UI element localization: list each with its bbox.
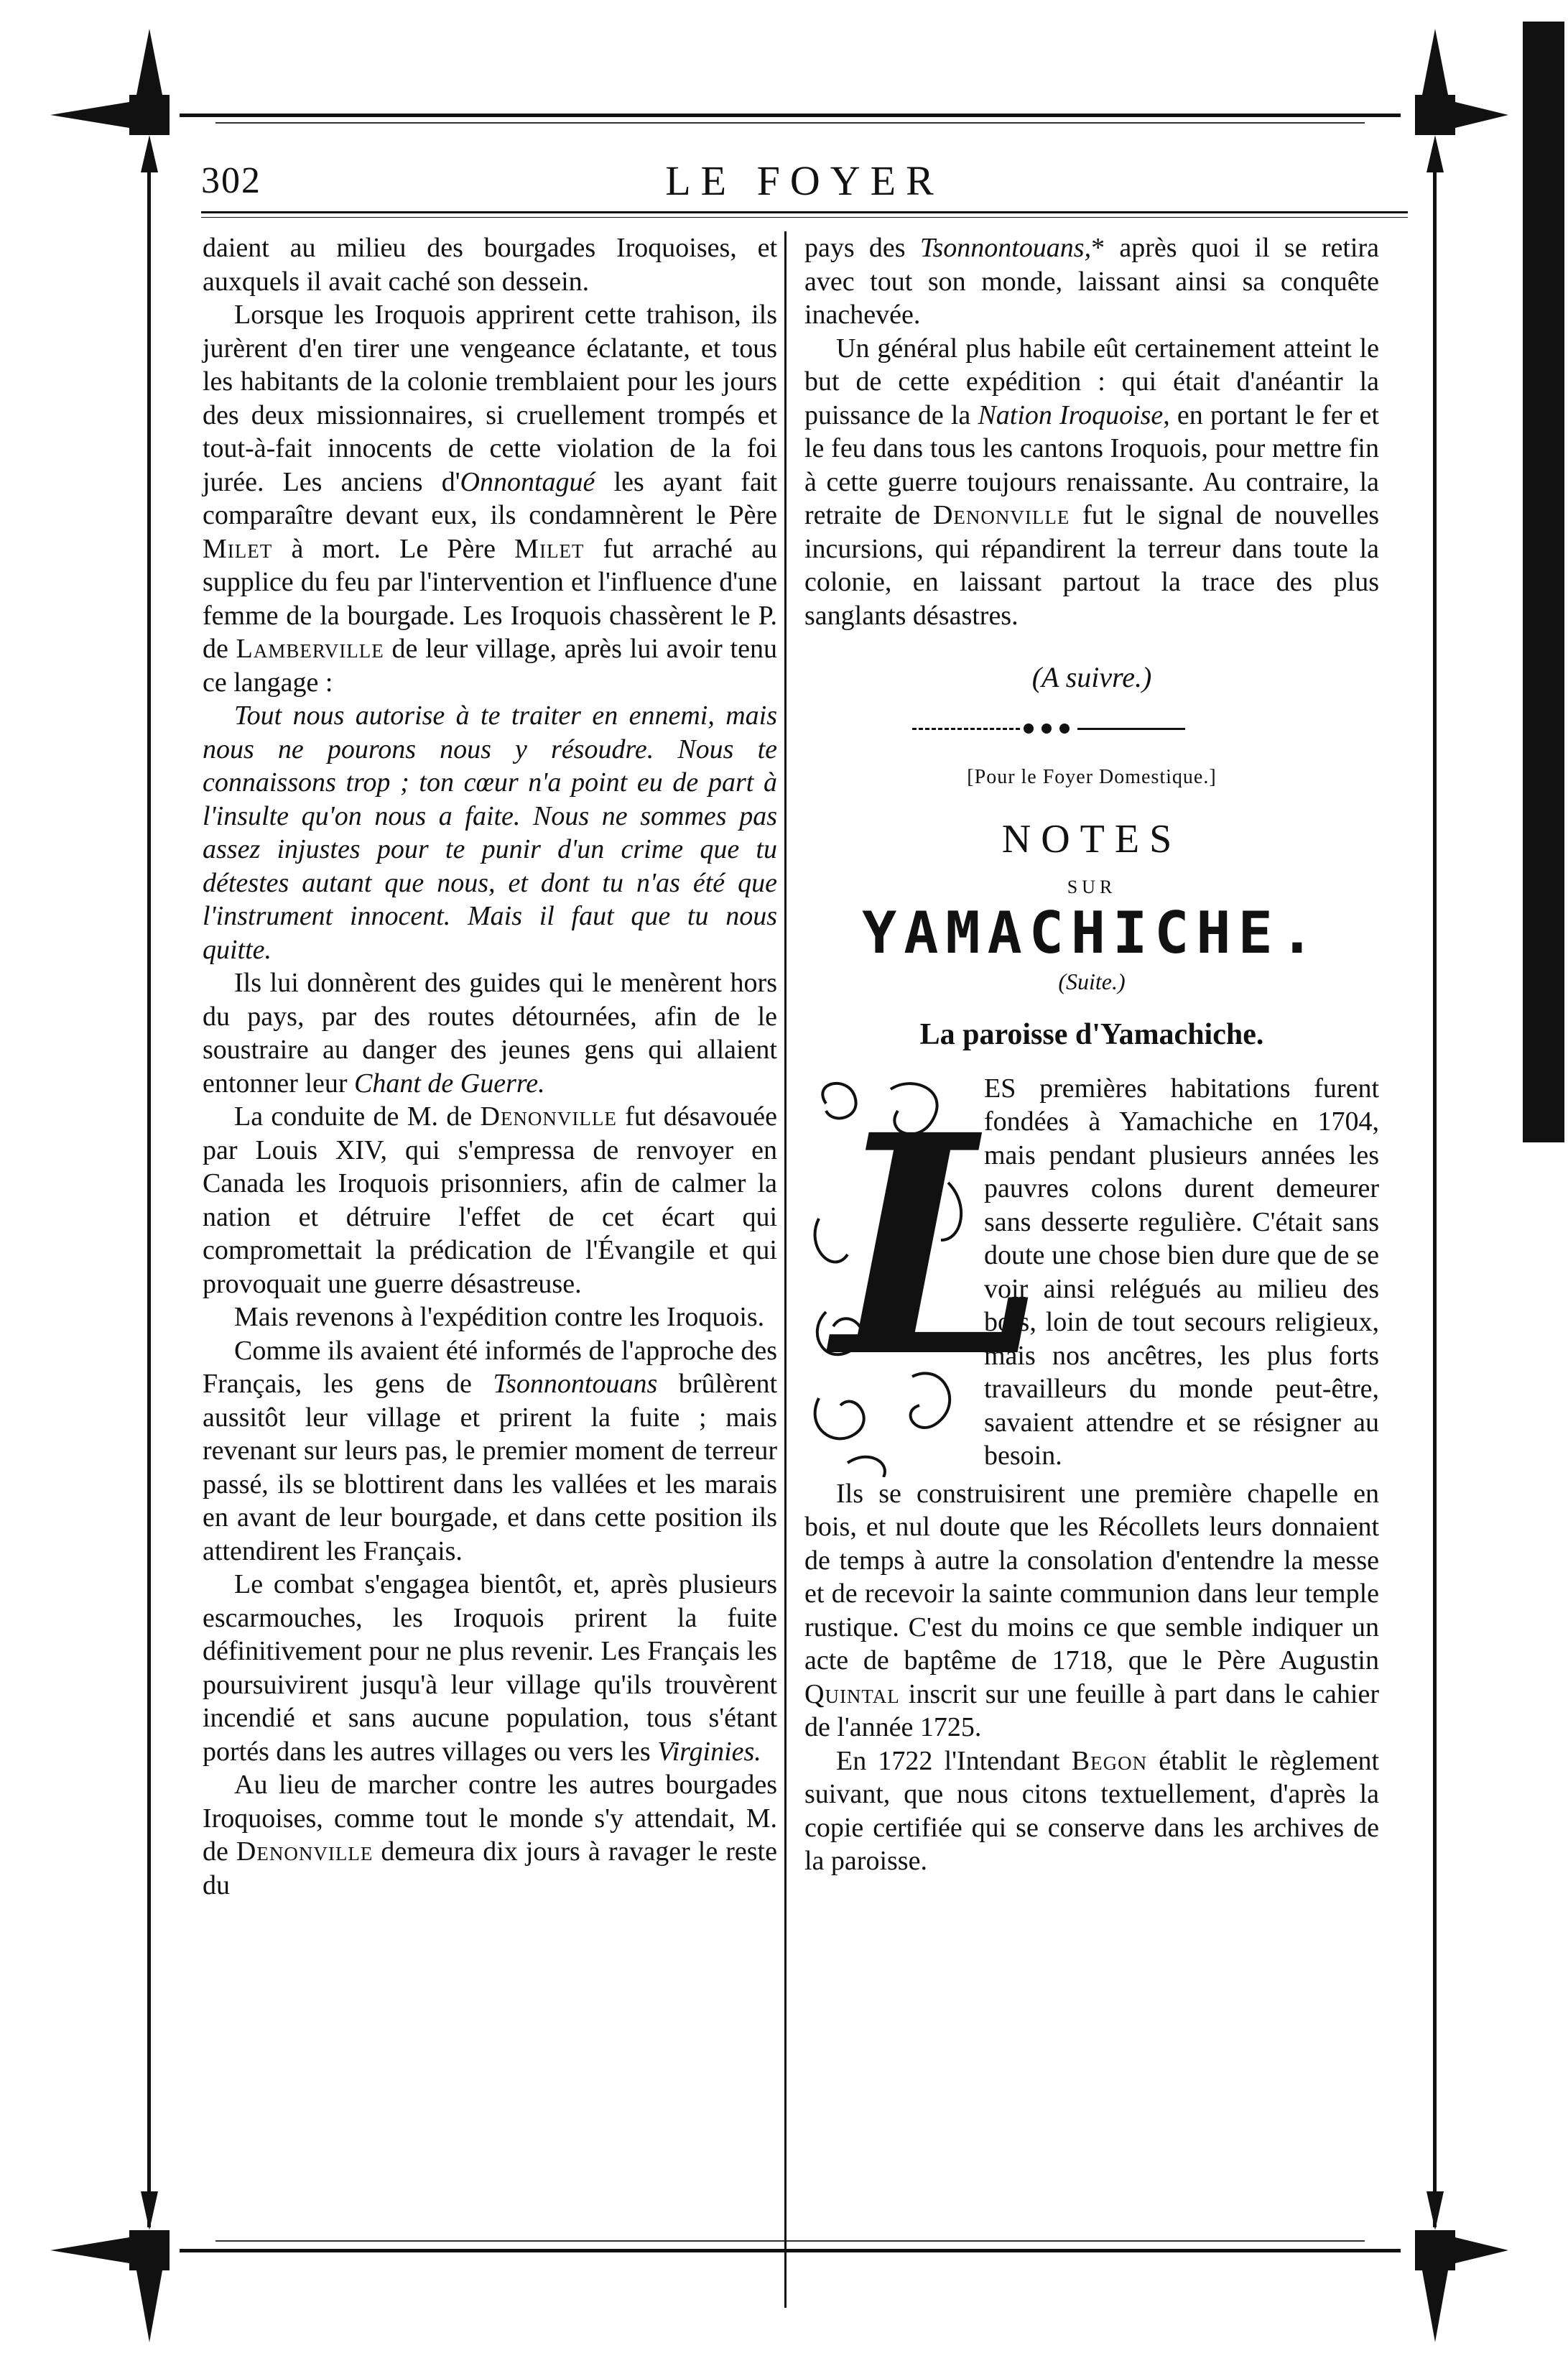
- sur-label: SUR: [1067, 876, 1117, 897]
- page-number: 302: [201, 160, 261, 201]
- drop-cap-ornament-icon: [804, 1069, 1046, 1477]
- source-note: [Pour le Foyer Domestique.]: [967, 765, 1217, 788]
- to-be-continued: (A suivre.): [1031, 661, 1152, 693]
- page-header: [201, 152, 1408, 210]
- notes-title: NOTES: [1001, 817, 1182, 861]
- paragraph: Mais revenons à l'expédition contre les Iroquois.: [234, 1302, 765, 1332]
- paragraph: Au lieu de marcher contre les autres bourgades Iroquoises, comme tout le monde s'y attendait, M. de Denonville demeura dix jours à ravager le reste du: [203, 1770, 777, 1900]
- paragraph: pays des Tsonnontouans,* après quoi il se retira avec tout son monde, laissant ainsi sa conquête inachevée.: [804, 233, 1379, 330]
- header-rule: [201, 211, 1408, 213]
- paragraph: Un général plus habile eût certainement atteint le but de cette expédition : qui était d'anéantir la puissance de la Nation Iroquoise, en portant le fer et le feu dans tous les cantons Iroquois, pour mettre fin à cette guerre toujours renaissante. Au contraire, la retraite de Denonville fut le signal de nouvelles incursions, qui répandirent la terreur dans toute la colonie, en laissant partout la trace des plus sanglants désastres.: [804, 333, 1379, 631]
- header-rule-thin: [201, 217, 1408, 218]
- paragraph: Ils lui donnèrent des guides qui le menèrent hors du pays, par des routes détournées, afin de le soustraire au danger des jeunes gens qui allaient entonner leur Chant de Guerre.: [203, 968, 777, 1099]
- paragraph: Comme ils avaient été informés de l'approche des Français, les gens de Tsonnontouans brûlèrent aussitôt leur village et prirent la fuite ; mais revenant sur leurs pas, le premier moment de terreur passé, ils se blottirent dans les vallées et les marais en avant de leur bourgade, et dans cette position ils attendirent les Français.: [203, 1335, 778, 1566]
- drop-cap-letter: L: [833, 1069, 1046, 1424]
- article-title: YAMACHICHE.: [862, 900, 1322, 966]
- paragraph: Le combat s'engagea bientôt, et, après plusieurs escarmouches, les Iroquois prirent la fuite définitivement pour ne plus revenir. Les Français les poursuivirent jusqu'à leur village qu'ils trouvèrent incendié et sans aucune population, tous s'étant portés dans les autres villages ou vers les Virginies.: [203, 1569, 777, 1767]
- ornamental-divider-icon: [804, 716, 1379, 742]
- paragraph: En 1722 l'Intendant Begon établit le règlement suivant, que nous citons textuellement, d'après la copie certifiée qui se conserve dans les archives de la paroisse.: [804, 1745, 1379, 1876]
- section-title: La paroisse d'Yamachiche.: [919, 1018, 1264, 1051]
- left-column: [203, 231, 777, 1902]
- column-divider: [784, 231, 787, 2308]
- paragraph: Ils se construisirent une première chapelle en bois, et nul doute que les Récollets leurs donnaient de temps à autre la consolation d'entendre la messe et de recevoir la sainte communion dans leur temple rustique. C'est du moins ce que semble indiquer un acte de baptême de 1718, que le Père Augustin Quintal inscrit sur une feuille à part dans le cahier de l'année 1725.: [804, 1478, 1379, 1742]
- right-column: [804, 231, 1379, 1878]
- paragraph: Lorsque les Iroquois apprirent cette trahison, ils jurèrent d'en tirer une vengeance éclatante, et tous les habitants de la colonie tremblaient pour les jours des deux missionnaires, si cruellement trompés et tout-à-fait innocents de cette violation de la foi jurée. Les anciens d'Onnontagué les ayant fait comparaître devant eux, ils condamnèrent le Père Milet à mort. Le Père Milet fut arraché au supplice du feu par l'intervention et l'influence d'une femme de la bourgade. Les Iroquois chassèrent le P. de Lamberville de leur village, après lui avoir tenu ce langage :: [203, 300, 777, 698]
- paragraph: daient au milieu des bourgades Iroquoises, et auxquels il avait caché son dessein.: [203, 233, 777, 297]
- paragraph: ES premières habitations furent fondées à Yamachiche en 1704, mais pendant plusieurs années les pauvres colons durent demeurer sans desserte regulière. C'était sans doute une chose bien dure que de se voir ainsi relégués au milieu des bois, loin de tout secours religieux, mais nos ancêtres, les plus forts travailleurs du monde peut-être, savaient attendre et se résigner au besoin.: [984, 1073, 1379, 1471]
- drop-cap-paragraph: [804, 1069, 1379, 1473]
- running-head: LE FOYER: [665, 157, 944, 204]
- suite-label: (Suite.): [1058, 968, 1126, 994]
- paragraph: La conduite de M. de Denonville fut désavouée par Louis XIV, qui s'empressa de renvoyer en Canada les Iroquois prisonniers, afin de calmer la nation et détruire l'effet de cet écart qui compromettait la prédication de l'Évangile et qui provoquait une guerre désastreuse.: [203, 1101, 777, 1299]
- quotation: Tout nous autorise à te traiter en ennemi, mais nous ne pourons nous y résoudre. Nous te connaissons trop ; ton cœur n'a point eu de part à l'insulte qu'on nous a faite. Nous ne sommes pas assez injustes pour te punir d'un crime que tu détestes autant que nous, et dont tu n'as été que l'instrument innocent. Mais il faut que tu nous quitte.: [203, 701, 777, 965]
